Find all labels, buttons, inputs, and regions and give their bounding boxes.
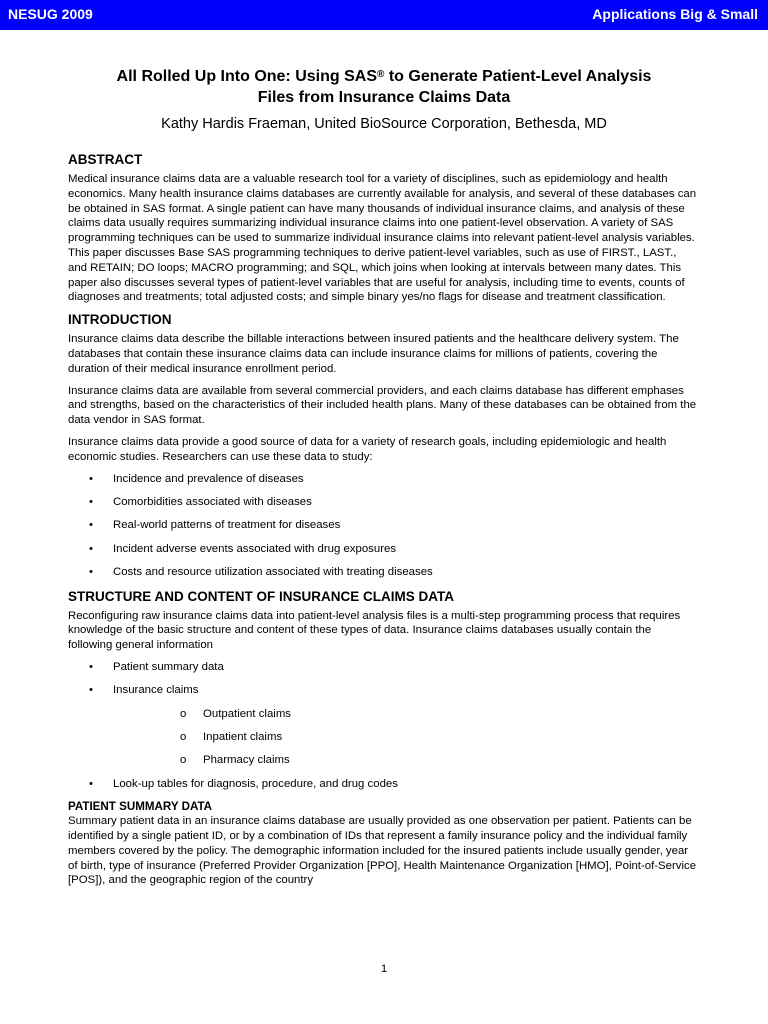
sublist-item: o Pharmacy claims — [113, 753, 698, 768]
title-line-1: All Rolled Up Into One: Using SAS® to Generate Patient-Level Analysis — [116, 68, 652, 85]
intro-paragraph: Insurance claims data provide a good source of data for a variety of research goals, including epidemiologic and health economic studies. Researchers can use these data to study: — [68, 435, 667, 463]
header-bar — [0, 0, 768, 30]
author-line: Kathy Hardis Fraeman, United BioSource Corporation, Bethesda, MD — [161, 116, 607, 132]
introduction-heading: INTRODUCTION — [68, 312, 172, 328]
page-number: 1 — [380, 963, 388, 975]
list-item-label: Insurance claims — [113, 684, 199, 697]
abstract-text: Medical insurance claims data are a valuable research tool for a variety of disciplines, such as epidemiology and health economics. Many health insurance claims databases are currently available for analysis, and several of these databases can be obtained in SAS format. A single patient can have many thousands of individual insurance claims, and analysis of these claims data usually requires summarizing individual insurance claims into one patient-level observation. A variety of SAS programming techniques can be used to summarize individual insurance claims into relevant patient-level analysis variables. This paper discusses Base SAS programming techniques to derive patient-level variables, such as use of FIRST., LAST., and RETAIN; DO loops; MACRO programming; and SQL, which joins when looking at intervals between many dates. This paper also discusses several types of patient-level variables that are useful for analysis, including time to events, counts of diagnoses and treatments; total adjusted costs; and simple binary yes/no flags for disease and treatment classification. — [68, 173, 697, 304]
structure-paragraph: Reconfiguring raw insurance claims data into patient-level analysis files is a multi-step programming process that requires knowledge of the basic structure and content of these types of data. Insurance claims databases usually contain the following general information — [68, 609, 681, 652]
claims-sublist — [113, 707, 698, 769]
intro-paragraph: Insurance claims data are available from several commercial providers, and each claims database has different emphases and strengths, based on the characteristics of their included health plans. Many of these databases can be obtained from the data vendor in SAS format. — [68, 384, 697, 427]
abstract-heading: ABSTRACT — [68, 152, 143, 167]
structure-heading: STRUCTURE AND CONTENT OF INSURANCE CLAIMS DATA — [68, 588, 454, 604]
list-item: • Real-world patterns of treatment for diseases — [68, 518, 698, 533]
patient-summary-text: Summary patient data in an insurance claims database are usually provided as one observation per patient. Patients can be identified by a single patient ID, or by a combination of IDs that represent a family insurance policy and the individual family members covered by the policy. The demographic information included for the insured patients include usually gender, year of birth, type of insurance (Preferred Provider Organization [PPO], Health Maintenance Organization [HMO], Point-of-Service [POS]), and the geographic region of the country — [68, 815, 697, 887]
section-name: Applications Big & Small — [592, 6, 758, 22]
registered-mark: ® — [377, 69, 385, 80]
list-item: • Incident adverse events associated with drug exposures — [68, 542, 698, 557]
paper-title — [0, 66, 768, 108]
research-uses-list — [68, 472, 698, 580]
contents-list — [68, 660, 698, 792]
list-item: • Costs and resource utilization associated with treating diseases — [68, 565, 698, 580]
paper-body — [68, 152, 698, 895]
list-item — [68, 683, 698, 768]
list-item: • Patient summary data — [68, 660, 698, 675]
conference-name: NESUG 2009 — [8, 6, 93, 22]
sublist-item: o Outpatient claims — [113, 707, 698, 722]
patient-summary-section — [68, 800, 698, 888]
list-item: • Incidence and prevalence of diseases — [68, 472, 698, 487]
list-item: • Look-up tables for diagnosis, procedure, and drug codes — [68, 777, 698, 792]
intro-paragraph: Insurance claims data describe the billable interactions between insured patients and the healthcare delivery system. The databases that contain these insurance claims data can include insurance claims for millions of patients, covering the duration of their medical insurance enrollment period. — [68, 333, 679, 375]
list-item: • Comorbidities associated with diseases — [68, 495, 698, 510]
introduction-section — [68, 312, 698, 580]
patient-summary-heading: PATIENT SUMMARY DATA — [68, 800, 213, 814]
sublist-item: o Inpatient claims — [113, 730, 698, 745]
structure-section — [68, 589, 698, 792]
title-line-2: Files from Insurance Claims Data — [257, 89, 511, 106]
abstract-section — [68, 152, 698, 305]
